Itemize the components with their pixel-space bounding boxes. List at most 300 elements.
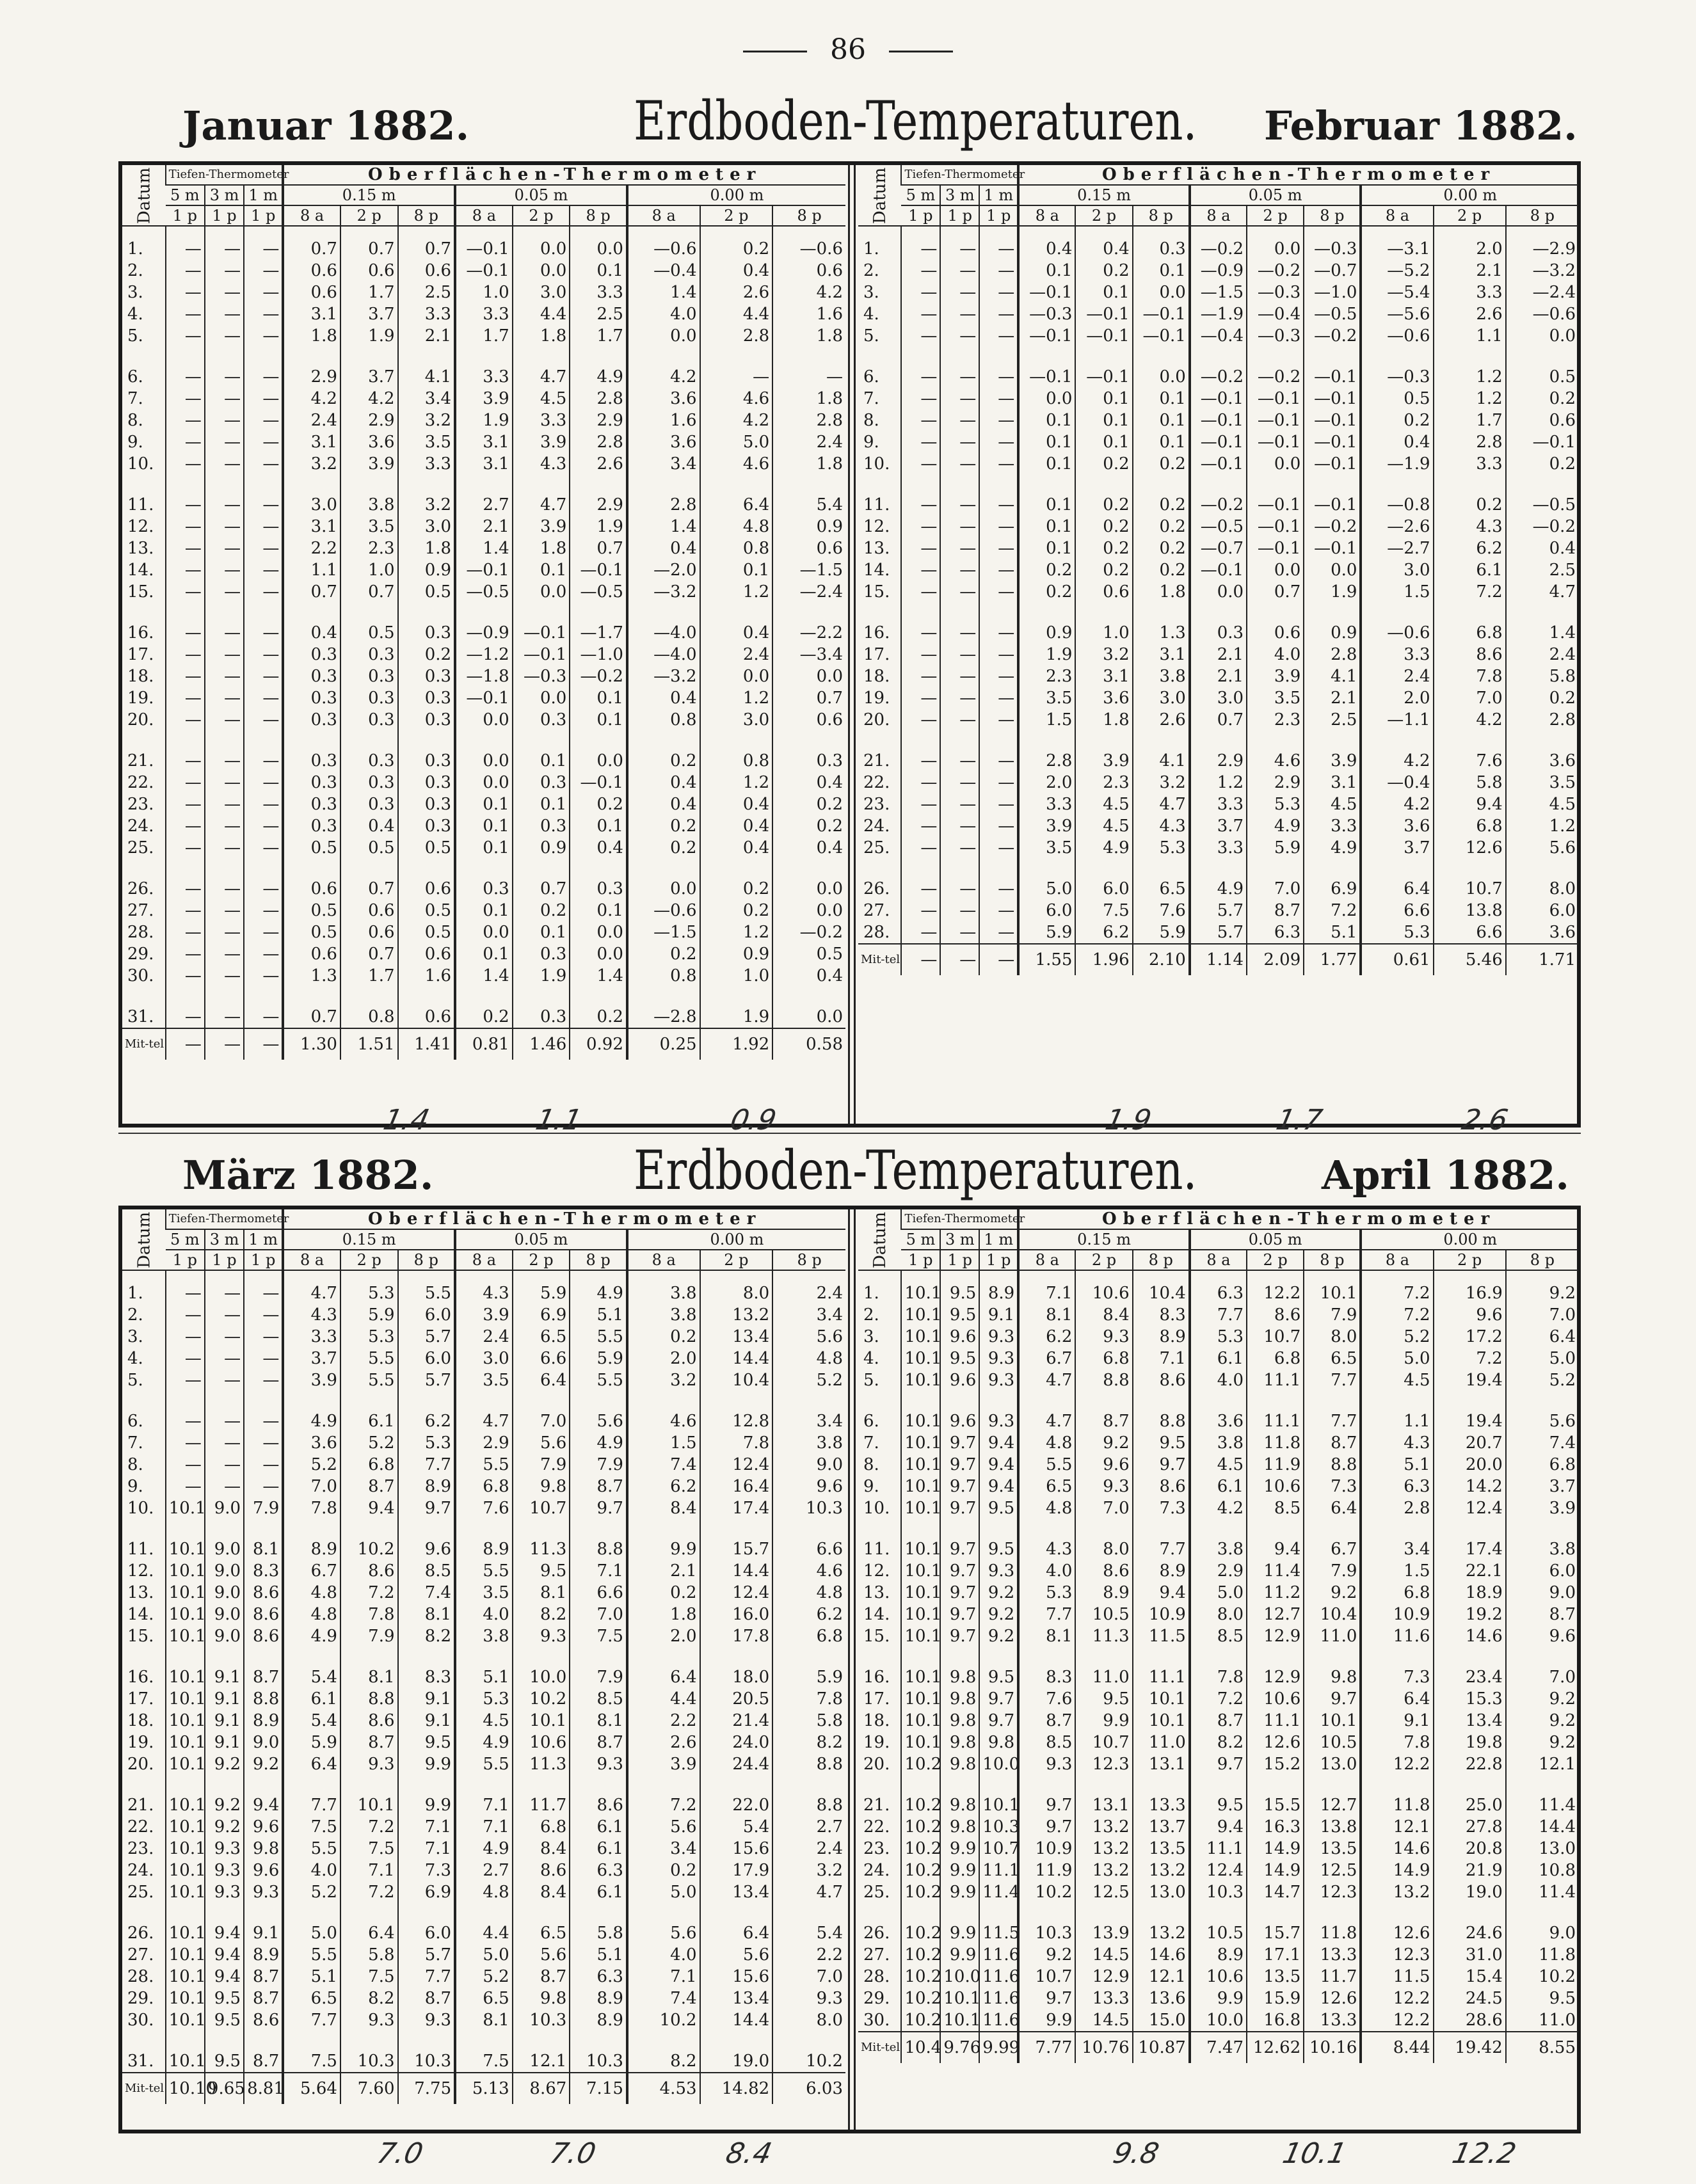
table-row: [122, 1838, 845, 1860]
table-cell: 6.5: [1133, 878, 1190, 900]
header-time: 8 p: [398, 1250, 456, 1270]
header-time: 1 p: [205, 1250, 244, 1270]
table-cell: 5.9: [1247, 837, 1304, 859]
table-cell: 10.1: [166, 1881, 205, 1903]
table-cell: 9.4: [205, 1966, 244, 1988]
table-cell: 1.0: [340, 559, 398, 581]
table-cell: 0.0: [570, 921, 627, 943]
table-cell: 5.9: [772, 1666, 845, 1688]
table-cell: 8.0: [1075, 1538, 1132, 1560]
table-cell: —: [205, 516, 244, 538]
table-cell: —1.2: [455, 644, 513, 666]
row-date: 11.: [127, 1540, 154, 1559]
header-depth: 3 m: [940, 185, 979, 205]
header-depth: 3 m: [205, 185, 244, 205]
table-cell: 4.0: [1190, 1369, 1247, 1391]
header-oberflaechen: Oberflächen-Thermometer: [1018, 165, 1578, 185]
header-time: 8 a: [455, 205, 513, 226]
table-row: [122, 1582, 845, 1604]
table-cell: 3.2: [772, 1860, 845, 1881]
row-date: 6.: [127, 367, 143, 387]
row-date: 23.: [863, 1839, 890, 1858]
table-cell: 0.1: [455, 943, 513, 965]
table-cell: —0.2: [1304, 516, 1361, 538]
table-cell: 8.9: [283, 1538, 340, 1560]
table-cell: 0.0: [1247, 559, 1304, 581]
table-cell: 9.3: [244, 1881, 283, 1903]
table-row: [858, 2009, 1578, 2032]
table-cell: 7.1: [340, 1860, 398, 1881]
table-cell: 10.2: [513, 1688, 570, 1710]
table-cell: 3.5: [1018, 687, 1075, 709]
table-cell: —: [244, 1326, 283, 1348]
table-cell: —: [940, 226, 979, 260]
table-cell: —: [901, 260, 940, 282]
table-cell: 9.1: [244, 1922, 283, 1944]
table-cell: 0.6: [1075, 581, 1132, 603]
table-cell: 5.1: [283, 1966, 340, 1988]
table-cell: 3.5: [398, 431, 456, 453]
table-cell: 10.5: [1075, 1604, 1132, 1625]
table-cell: 10.4: [1133, 1270, 1190, 1304]
header-time: 8 a: [627, 205, 700, 226]
table-cell: 9.9: [627, 1538, 700, 1560]
table-cell: 2.4: [455, 1326, 513, 1348]
table-cell: 12.4: [1190, 1860, 1247, 1881]
table-cell: 3.3: [1018, 793, 1075, 815]
mittel-cell: 8.44: [1361, 2032, 1433, 2063]
table-cell: 0.3: [340, 772, 398, 793]
table-cell: 5.2: [772, 1369, 845, 1391]
table-cell: 11.6: [979, 1966, 1018, 1988]
table-cell: 10.1: [166, 1860, 205, 1881]
table-cell: 5.8: [772, 1710, 845, 1732]
table-cell: 0.1: [1018, 260, 1075, 282]
table-cell: 7.2: [1361, 1304, 1433, 1326]
table-cell: 11.3: [513, 1538, 570, 1560]
table-cell: 9.8: [940, 1816, 979, 1838]
row-date: 22.: [863, 1817, 890, 1837]
table-cell: —: [166, 1326, 205, 1348]
table-cell: 0.3: [340, 750, 398, 772]
table-cell: —0.6: [1361, 622, 1433, 644]
row-date: 20.: [127, 710, 154, 729]
table-cell: —0.2: [1190, 494, 1247, 516]
table-cell: 3.2: [283, 453, 340, 475]
table-cell: 10.2: [901, 1753, 940, 1775]
table-cell: 10.2: [901, 1881, 940, 1903]
table-cell: —: [205, 837, 244, 859]
table-cell: —: [166, 410, 205, 431]
table-cell: 0.3: [398, 687, 456, 709]
mittel-cell: 5.13: [455, 2073, 513, 2104]
row-date: 3.: [863, 283, 879, 302]
table-row: [858, 644, 1578, 666]
table-cell: 12.7: [1247, 1604, 1304, 1625]
table-cell: 9.3: [398, 2009, 456, 2031]
table-cell: —: [901, 303, 940, 325]
table-cell: —0.1: [1018, 282, 1075, 303]
row-date: 27.: [863, 901, 890, 920]
table-cell: 1.8: [772, 388, 845, 410]
table-cell: 9.0: [1506, 1582, 1578, 1604]
table-cell: 7.2: [1190, 1688, 1247, 1710]
table-cell: 4.8: [1018, 1497, 1075, 1519]
table-cell: 0.2: [1506, 388, 1578, 410]
table-cell: 6.4: [700, 1922, 773, 1944]
table-cell: —: [205, 709, 244, 731]
table-cell: 4.9: [455, 1732, 513, 1753]
table-cell: 10.2: [901, 1816, 940, 1838]
table-cell: —0.5: [1190, 516, 1247, 538]
table-row: [858, 494, 1578, 516]
row-date: 18.: [863, 667, 890, 686]
mittel-cell: 2.09: [1247, 944, 1304, 975]
table-cell: 9.5: [940, 1348, 979, 1369]
table-cell: 6.0: [1506, 900, 1578, 921]
table-cell: 7.9: [513, 1454, 570, 1476]
table-cell: 5.8: [1434, 772, 1506, 793]
table-cell: 0.1: [1075, 282, 1132, 303]
header-time: 2 p: [1247, 1250, 1304, 1270]
table-cell: —: [205, 965, 244, 987]
table-cell: 5.1: [1361, 1454, 1433, 1476]
table-row: [858, 1604, 1578, 1625]
table-cell: 4.1: [1304, 666, 1361, 687]
table-cell: 10.1: [166, 1582, 205, 1604]
table-cell: 0.5: [398, 837, 456, 859]
table-cell: —: [940, 325, 979, 347]
table-row: [122, 2009, 845, 2031]
table-cell: 9.5: [205, 2009, 244, 2031]
table-cell: 3.4: [1361, 1538, 1433, 1560]
table-row: [122, 559, 845, 581]
table-cell: 0.7: [283, 1006, 340, 1028]
table-row: [858, 1560, 1578, 1582]
table-cell: 16.9: [1434, 1270, 1506, 1304]
table-row: [858, 687, 1578, 709]
table-cell: 3.3: [398, 453, 456, 475]
table-cell: 3.9: [455, 388, 513, 410]
table-cell: 8.0: [772, 2009, 845, 2031]
table-cell: 4.8: [283, 1582, 340, 1604]
title-februar: Februar 1882.: [1264, 102, 1578, 149]
table-row: [858, 1410, 1578, 1432]
table-cell: 2.9: [570, 410, 627, 431]
row-date: 4.: [863, 305, 879, 324]
table-cell: 9.8: [940, 1710, 979, 1732]
table-cell: 3.3: [513, 410, 570, 431]
table-cell: 9.9: [940, 1944, 979, 1966]
table-cell: 0.1: [1133, 388, 1190, 410]
table-row: [122, 622, 845, 644]
table-cell: 0.3: [398, 815, 456, 837]
table-cell: 0.2: [700, 226, 773, 260]
table-cell: 1.1: [1434, 325, 1506, 347]
table-cell: 6.1: [283, 1688, 340, 1710]
table-row: [122, 303, 845, 325]
table-cell: 8.8: [1133, 1410, 1190, 1432]
mittel-row: [122, 1028, 845, 1060]
table-cell: 10.5: [1190, 1922, 1247, 1944]
table-cell: —0.5: [455, 581, 513, 603]
row-date: 24.: [127, 817, 154, 836]
table-cell: —: [901, 538, 940, 559]
table-cell: 10.6: [1247, 1688, 1304, 1710]
table-row: [122, 1666, 845, 1688]
table-cell: 7.3: [398, 1860, 456, 1881]
table-cell: 5.0: [1190, 1582, 1247, 1604]
row-date: 8.: [863, 411, 879, 430]
table-cell: 9.3: [513, 1625, 570, 1647]
table-cell: 7.5: [1075, 900, 1132, 921]
table-cell: 11.3: [1075, 1625, 1132, 1647]
table-cell: 5.8: [340, 1944, 398, 1966]
table-row: [122, 1326, 845, 1348]
table-row: [122, 943, 845, 965]
table-cell: 4.5: [513, 388, 570, 410]
table-cell: —0.4: [1361, 772, 1433, 793]
table-cell: 9.7: [940, 1604, 979, 1625]
table-cell: 7.9: [244, 1497, 283, 1519]
table-cell: —: [979, 750, 1018, 772]
table-cell: 1.7: [1434, 410, 1506, 431]
table-cell: —0.1: [1247, 388, 1304, 410]
table-row: [858, 1454, 1578, 1476]
mittel-cell: 2.10: [1133, 944, 1190, 975]
table-cell: 11.0: [1133, 1732, 1190, 1753]
table-cell: 23.4: [1434, 1666, 1506, 1688]
table-cell: 17.9: [700, 1860, 773, 1881]
table-cell: 0.5: [398, 900, 456, 921]
table-cell: —: [166, 325, 205, 347]
table-cell: 5.5: [340, 1348, 398, 1369]
table-cell: —: [166, 943, 205, 965]
table-cell: 19.4: [1434, 1369, 1506, 1391]
table-cell: 1.0: [700, 965, 773, 987]
handwritten-note: 2.6: [1459, 1104, 1511, 1136]
table-row: [122, 1988, 845, 2009]
table-cell: 5.7: [398, 1944, 456, 1966]
table-cell: 8.9: [570, 2009, 627, 2031]
table-cell: 7.6: [1018, 1688, 1075, 1710]
table-cell: 2.1: [1434, 260, 1506, 282]
mittel-cell: —: [205, 1028, 244, 1060]
table-cell: 8.6: [244, 2009, 283, 2031]
table-cell: 7.8: [1190, 1666, 1247, 1688]
table-cell: —: [979, 366, 1018, 388]
table-cell: 5.2: [283, 1454, 340, 1476]
table-cell: 10.1: [166, 1604, 205, 1625]
table-cell: —: [205, 900, 244, 921]
table-cell: 7.9: [570, 1666, 627, 1688]
table-row: [858, 1497, 1578, 1519]
table-cell: 4.2: [340, 388, 398, 410]
table-cell: 7.6: [455, 1497, 513, 1519]
table-cell: —: [244, 388, 283, 410]
table-cell: —: [166, 1454, 205, 1476]
table-cell: —0.1: [570, 772, 627, 793]
table-cell: 0.5: [340, 622, 398, 644]
table-cell: 10.1: [166, 1838, 205, 1860]
table-cell: —0.5: [1506, 494, 1578, 516]
table-cell: —: [244, 644, 283, 666]
header-time: 1 p: [979, 1250, 1018, 1270]
table-cell: 9.9: [398, 1753, 456, 1775]
table-cell: 10.1: [166, 1560, 205, 1582]
table-cell: 14.9: [1361, 1860, 1433, 1881]
table-cell: 6.1: [570, 1881, 627, 1903]
table-cell: 16.0: [700, 1604, 773, 1625]
header-depth: 1 m: [979, 185, 1018, 205]
table-cell: 10.1: [166, 1922, 205, 1944]
table-cell: 5.6: [627, 1816, 700, 1838]
table-cell: 4.2: [627, 366, 700, 388]
table-cell: 12.6: [1247, 1732, 1304, 1753]
table-cell: —: [244, 1304, 283, 1326]
table-cell: 8.8: [244, 1688, 283, 1710]
table-cell: 3.7: [1190, 815, 1247, 837]
table-cell: 3.9: [1247, 666, 1304, 687]
table-cell: 6.1: [570, 1816, 627, 1838]
table-cell: 5.0: [627, 1881, 700, 1903]
table-cell: 7.1: [627, 1966, 700, 1988]
table-row: [122, 1966, 845, 1988]
table-cell: —0.2: [570, 666, 627, 687]
header-depth: 3 m: [205, 1229, 244, 1250]
table-cell: —: [901, 494, 940, 516]
table-cell: 3.3: [455, 303, 513, 325]
row-date: 10.: [863, 1499, 890, 1518]
table-cell: 8.5: [398, 1560, 456, 1582]
table-cell: 24.6: [1434, 1922, 1506, 1944]
row-date: 29.: [127, 945, 154, 964]
table-cell: 6.8: [1247, 1348, 1304, 1369]
row-date: 25.: [127, 838, 154, 857]
row-date: 15.: [863, 1627, 890, 1646]
table-cell: —: [205, 666, 244, 687]
table-cell: 9.3: [340, 2009, 398, 2031]
table-cell: 9.6: [244, 1860, 283, 1881]
table-cell: 9.5: [979, 1666, 1018, 1688]
table-cell: 0.7: [570, 538, 627, 559]
table-cell: 5.6: [1506, 837, 1578, 859]
table-cell: 3.7: [1361, 837, 1433, 859]
table-cell: 4.8: [772, 1348, 845, 1369]
table-cell: —: [205, 1432, 244, 1454]
table-cell: 5.6: [513, 1432, 570, 1454]
table-cell: 9.7: [1018, 1794, 1075, 1816]
table-cell: 2.9: [340, 410, 398, 431]
row-date: 7.: [863, 389, 879, 408]
table-cell: 0.8: [340, 1006, 398, 1028]
table-cell: —: [979, 900, 1018, 921]
table-cell: —0.5: [1304, 303, 1361, 325]
table-row: [122, 750, 845, 772]
table-cell: 8.6: [1247, 1304, 1304, 1326]
table-cell: —: [901, 666, 940, 687]
mittel-cell: 1.92: [700, 1028, 773, 1060]
table-cell: —0.1: [1304, 431, 1361, 453]
table-cell: 8.9: [455, 1538, 513, 1560]
header-time: 8 p: [1304, 205, 1361, 226]
table-cell: —0.1: [455, 559, 513, 581]
table-cell: —0.1: [1075, 366, 1132, 388]
table-cell: —0.1: [1190, 431, 1247, 453]
table-cell: 0.2: [1133, 538, 1190, 559]
table-row: [858, 282, 1578, 303]
row-date: 9.: [127, 433, 143, 452]
table-cell: —: [979, 494, 1018, 516]
row-date: 19.: [127, 1733, 154, 1752]
table-cell: 2.6: [1133, 709, 1190, 731]
table-cell: —: [244, 325, 283, 347]
table-cell: 0.8: [627, 709, 700, 731]
table-cell: 2.4: [1506, 644, 1578, 666]
header-time: 8 a: [283, 1250, 340, 1270]
table-cell: —: [166, 750, 205, 772]
table-cell: 3.0: [700, 709, 773, 731]
table-cell: 1.5: [1361, 581, 1433, 603]
table-cell: —: [166, 921, 205, 943]
mittel-label: Mit-tel: [122, 1028, 166, 1060]
table-cell: 6.9: [1304, 878, 1361, 900]
row-date: 12.: [863, 1561, 890, 1581]
table-row: [122, 1860, 845, 1881]
table-cell: —: [940, 772, 979, 793]
table-row: [122, 1454, 845, 1476]
table-cell: 9.2: [1304, 1582, 1361, 1604]
table-cell: 9.7: [1018, 1988, 1075, 2009]
table-cell: 9.8: [513, 1988, 570, 2009]
row-date: 5.: [863, 1371, 879, 1390]
table-cell: 1.4: [627, 282, 700, 303]
table-cell: 7.2: [340, 1881, 398, 1903]
table-cell: 9.3: [979, 1348, 1018, 1369]
table-cell: —3.4: [772, 644, 845, 666]
table-cell: 10.1: [166, 1794, 205, 1816]
table-cell: 9.9: [940, 1881, 979, 1903]
table-cell: 7.0: [1506, 1304, 1578, 1326]
table-cell: 10.1: [166, 1988, 205, 2009]
table-cell: 10.2: [772, 2050, 845, 2073]
table-cell: 3.1: [283, 431, 340, 453]
table-cell: 9.7: [940, 1454, 979, 1476]
table-cell: 6.8: [513, 1816, 570, 1838]
table-row: [122, 1348, 845, 1369]
table-cell: 10.1: [901, 1497, 940, 1519]
mittel-cell: 12.62: [1247, 2032, 1304, 2063]
table-cell: 7.4: [398, 1582, 456, 1604]
table-cell: 13.1: [1075, 1794, 1132, 1816]
table-cell: 0.2: [1361, 410, 1433, 431]
table-row: [858, 793, 1578, 815]
table-cell: —: [244, 559, 283, 581]
table-cell: —: [979, 431, 1018, 453]
table-cell: 0.2: [1075, 516, 1132, 538]
table-cell: 4.3: [455, 1270, 513, 1304]
handwritten-note: 8.4: [723, 2137, 775, 2170]
handwritten-note: 12.2: [1449, 2137, 1519, 2170]
table-cell: —: [205, 1348, 244, 1369]
table-cell: —: [940, 516, 979, 538]
table-cell: 6.2: [627, 1476, 700, 1497]
table-cell: 5.4: [772, 1922, 845, 1944]
table-cell: 5.8: [570, 1922, 627, 1944]
table-cell: —: [166, 793, 205, 815]
table-cell: 9.9: [398, 1794, 456, 1816]
table-cell: 0.0: [700, 666, 773, 687]
